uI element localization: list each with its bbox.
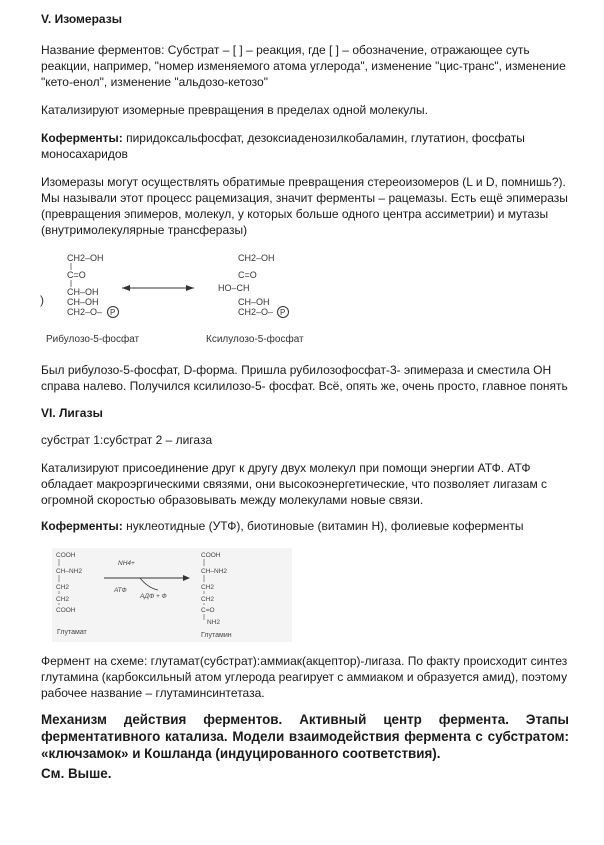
xylulose-row-2: C=O	[238, 270, 257, 280]
section-heading-isomerases: V. Изомеразы	[41, 12, 122, 26]
isomerase-coenzymes-paragraph	[41, 130, 569, 162]
ribulose-caption: Рибулозо-5-фосфат	[46, 334, 140, 345]
svg-text:P: P	[280, 308, 286, 317]
glutamate-row-2: CH–NH2	[56, 568, 83, 575]
svg-text:P: P	[110, 308, 116, 317]
ribulose-row-1: CH2–OH	[67, 253, 104, 263]
epimerase-reaction-figure	[0, 250, 320, 350]
glutamine-row-4: CH2	[201, 596, 215, 603]
glutamate-row-5: COOH	[56, 607, 76, 614]
ribulose-row-2: C=O	[67, 270, 86, 280]
ribulose-row-5: CH2–O–	[67, 307, 103, 317]
glutamine-synthetase-figure	[0, 548, 300, 643]
glutamate-row-3: CH2	[56, 584, 70, 591]
glutamine-row-6: NH2	[207, 619, 221, 626]
epimerase-explanation-paragraph: Был рибулозо-5-фосфат, D-форма. Пришла рубилозофосфат-3- эпимераза и сместила ОН справа налево. Получился ксилилозо-5- фосфат. Всё, опять же, очень просто, главное понять	[41, 363, 568, 393]
section-heading-ligases: VI. Лигазы	[41, 406, 103, 420]
isomerase-catalysis-paragraph: Катализируют изомерные превращения в пределах одной молекулы.	[41, 103, 428, 117]
isomerase-stereo-paragraph: Изомеразы могут осуществлять обратимые превращения стереоизомеров (L и D, помнишь?). Мы называли этот процесс рацемизация, значит ферменты – рацемазы. Есть ещё эпимеразы (превращения эпимеров, молекул, у которых больше одного центра ассиметрии) и мутазы (внутримолекулярные трансферазы)	[41, 175, 568, 237]
coenzymes-label: Коферменты:	[41, 519, 123, 533]
enzyme-scheme-paragraph: Фермент на схеме: глутамат(субстрат):аммиак(акцептор)-лигаза. По факту происходит синтез глутамина (карбоксильный атом углерода реагирует с аммиаком и образуется амид), поэтому рабочее название – глутаминсинтетаза.	[41, 654, 568, 700]
ligase-coenzymes-paragraph	[41, 518, 569, 534]
isomerase-naming-paragraph: Название ферментов: Субстрат – [ ] – реакция, где [ ] – обозначение, отражающее суть реакции, например, "номер изменяемого атома углерода", изменение "цис-транс", изменение "кето-енол", изменение "альдозо-кетозо"	[41, 43, 566, 89]
xylulose-row-1: CH2–OH	[238, 253, 275, 263]
atp-label: АТФ	[114, 587, 127, 594]
glutamine-row-3: CH2	[201, 584, 215, 591]
coenzymes-text: нуклеотидные (УТФ), биотиновые (витамин Н), фолиевые коферменты	[122, 519, 524, 533]
mechanism-heading: Механизм действия ферментов. Активный центр фермента. Этапы ферментативного катализа. Модели взаимодействия фермента с субстратом: «ключзамок» и Кошланда (индуцированного соответствия).	[41, 712, 569, 761]
coenzymes-text: пиридоксальфосфат, дезоксиаденозилкобаламин, глутатион, фосфаты моносахаридов	[41, 131, 525, 161]
glutamine-row-2: CH–NH2	[201, 568, 228, 575]
xylulose-caption: Ксилулозо-5-фосфат	[206, 334, 304, 345]
ammonium-label: NH4+	[118, 560, 135, 567]
ligase-naming-paragraph: субстрат 1:субстрат 2 – лигаза	[41, 433, 213, 447]
glutamine-caption: Глутамин	[201, 632, 232, 639]
ribulose-row-4: CH–OH	[67, 297, 99, 307]
glutamate-caption: Глутамат	[57, 629, 87, 636]
coenzymes-label: Коферменты:	[41, 131, 123, 145]
xylulose-row-5: CH2–O–	[238, 307, 274, 317]
adp-label: АДФ + Ф	[140, 593, 167, 600]
svg-text:): )	[40, 293, 44, 307]
glutamine-row-1: COOH	[201, 552, 221, 559]
glutamine-row-5: C=O	[201, 607, 215, 614]
see-above-note: См. Выше.	[41, 766, 112, 781]
ligase-catalysis-paragraph: Катализируют присоединение друг к другу двух молекул при помощи энергии АТФ. АТФ обладает макроэргическими связями, они высокоэнергетические, что позволяет лигазам с огромной скоростью образовывать между молекулами новые связи.	[41, 461, 548, 507]
glutamate-row-4: CH2	[56, 596, 70, 603]
xylulose-row-4: CH–OH	[238, 297, 270, 307]
glutamate-row-1: COOH	[56, 552, 76, 559]
xylulose-row-3: HO–CH	[218, 283, 250, 293]
ribulose-row-3: CH–OH	[67, 287, 99, 297]
